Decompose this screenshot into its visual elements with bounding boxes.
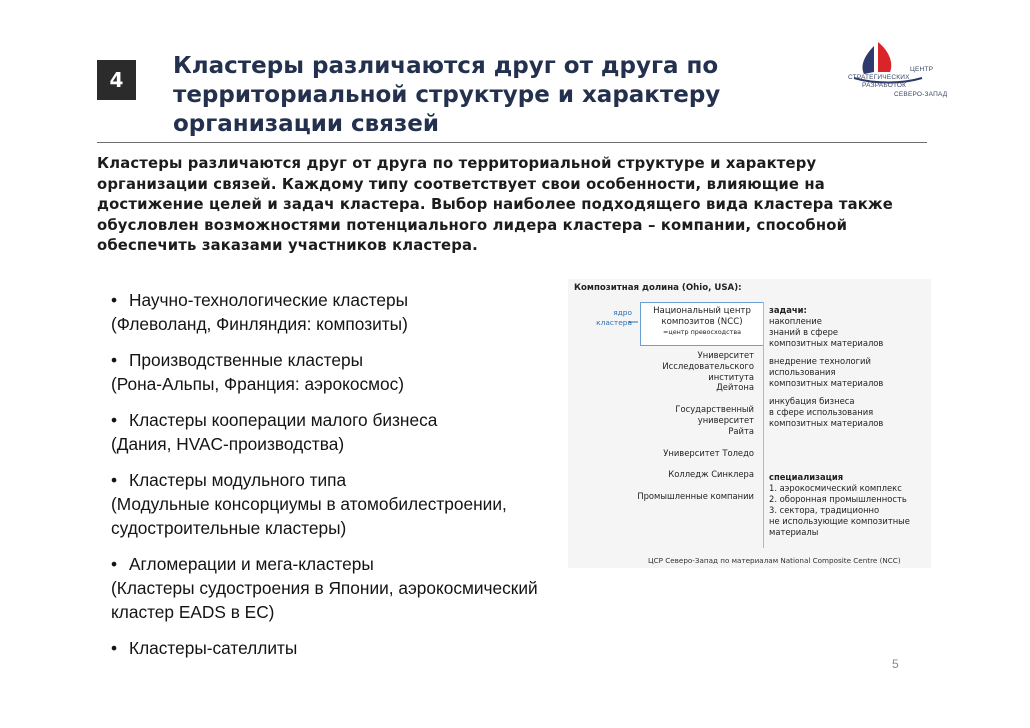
org-toledo [590,448,754,459]
cluster-type-name: Производственные кластеры [129,350,364,370]
task-line: накопление [769,316,822,326]
task-block [769,356,929,389]
spec-line: 1. аэрокосмический комплекс [769,483,902,493]
org-wright [590,404,754,436]
intro-paragraph: Кластеры различаются друг от друга по территориальной структуре и характеру организации связей. Каждому типу соответствует свои особенности, влияющие на достижение целей и задач кластера. Выбор наиболее подходящего вида кластера также обусловлен возможностями потенциального лидера кластера – компании, способной обеспечить заказами участников кластера. [97,155,893,255]
bullet-marker: • [111,638,118,658]
bullet-marker: • [111,350,118,370]
core-label-line: ядро [613,308,632,317]
list-item [111,636,591,660]
org-sinclair [590,469,754,480]
figure-title: Композитная долина (Ohio, USA): [574,283,742,293]
task-line: использования [769,367,836,377]
ncc-core-box [640,302,764,346]
page-number: 5 [892,657,899,671]
cluster-specialization [769,472,929,538]
org-industry [590,491,754,502]
cluster-type-example: (Рона-Альпы, Франция: аэрокосмос) [111,374,404,394]
spec-line: 3. сектора, традиционно [769,505,880,515]
specialization-heading: специализация [769,472,844,482]
cluster-tasks [769,305,929,436]
slide-title: Кластеры различаются друг от друга по территориальной структуре и характеру организации связей [173,53,721,137]
title-divider [97,142,927,143]
cluster-type-name: Кластеры модульного типа [129,470,347,490]
figure-source: ЦСР Северо-Запад по материалам National Composite Centre (NCC) [648,556,901,565]
org-line: Университет [697,350,754,360]
cluster-type-example-cont: кластер EADS в ЕС) [111,602,275,622]
org-line: Райта [728,425,754,436]
logo-navy-sail [862,46,874,74]
list-item [111,468,591,540]
org-line: Дейтона [716,382,754,393]
org-line: Колледж Синклера [668,469,754,480]
cluster-type-example-cont: судостроительные кластеры) [111,518,347,538]
task-line: композитных материалов [769,418,884,428]
logo-text-development: РАЗРАБОТОК [862,82,907,89]
core-label-line: кластера [596,318,632,327]
bullet-marker: • [111,470,118,490]
task-block [769,396,929,429]
core-box-title: Национальный центр [653,306,751,316]
task-line: в сфере использования [769,407,874,417]
task-line: инкубация бизнеса [769,396,855,406]
logo-text-center: ЦЕНТР [910,66,934,73]
list-item [111,348,591,396]
logo-text-northwest: СЕВЕРО-ЗАПАД [894,91,948,98]
list-item [111,288,591,336]
task-line: композитных материалов [769,338,884,348]
task-line: знаний в сфере [769,327,839,337]
cluster-type-example: (Кластеры судостроения в Японии, аэрокосмический [111,578,538,598]
org-line: Промышленные компании [637,491,754,502]
cluster-type-name: Научно-технологические кластеры [129,290,408,310]
cluster-type-example: (Модульные консорциумы в атомобилестроении, [111,494,507,514]
cluster-types-list [111,288,591,672]
cluster-type-name: Агломерации и мега-кластеры [129,554,374,574]
list-item [111,408,591,456]
org-line: Исследовательского [662,360,754,371]
tasks-heading: задачи: [769,305,807,315]
cluster-type-example: (Флеволанд, Финляндия: композиты) [111,314,408,334]
cluster-type-name: Кластеры кооперации малого бизнеса [129,410,438,430]
cluster-type-name: Кластеры-сателлиты [129,638,298,658]
spec-line: 2. оборонная промышленность [769,494,907,504]
slide-number-badge: 4 [97,60,136,100]
bullet-marker: • [111,290,118,310]
task-block [769,316,929,349]
core-box-title: композитов (NCC) [661,317,743,327]
core-box-subtitle: =центр превосходства [662,328,741,336]
org-line: Университет Толедо [663,447,754,458]
cluster-type-example: (Дания, HVAC-производства) [111,434,345,454]
spec-line: материалы [769,527,819,537]
org-dayton [590,350,754,393]
list-item [111,552,591,624]
composite-valley-figure [568,279,931,568]
task-line: внедрение технологий [769,356,871,366]
org-line: университет [697,414,754,425]
bullet-marker: • [111,410,118,430]
spec-line: не использующие композитные [769,516,910,526]
org-line: института [708,371,754,382]
csr-logo [838,38,948,104]
figure-divider [763,302,764,548]
task-line: композитных материалов [769,378,884,388]
logo-red-sail [878,42,891,72]
cluster-organizations [590,350,754,513]
bullet-marker: • [111,554,118,574]
org-line: Государственный [675,404,754,415]
logo-text-strategic: СТРАТЕГИЧЕСКИХ [848,74,910,81]
